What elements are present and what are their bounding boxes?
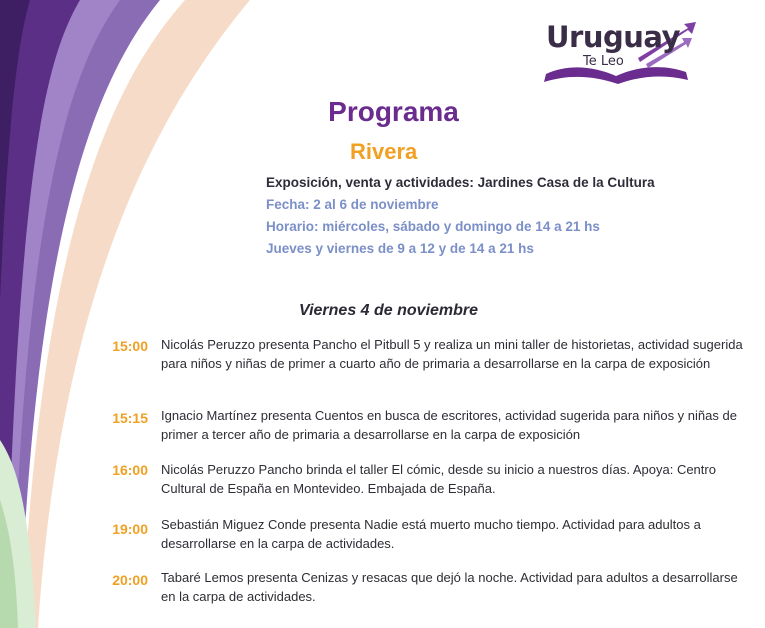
date-info: Fecha: 2 al 6 de noviembre — [266, 197, 439, 212]
day-heading: Viernes 4 de noviembre — [299, 302, 479, 319]
program-title: Programa — [328, 96, 459, 127]
logo-subtitle: Te Leo — [583, 54, 624, 69]
event-time: 20:00 — [112, 572, 148, 588]
city-name: Rivera — [350, 139, 418, 164]
logo-wordmark: Uruguay — [546, 20, 680, 54]
event-description: Nicolás Peruzzo Pancho brinda el taller El cómic, desde su inicio a nuestros días. Apoya: Centro Cultural de España en Montevideo. Embajada de España. — [161, 462, 716, 496]
event-description: Nicolás Peruzzo presenta Pancho el Pitbull 5 y realiza un mini taller de historietas, actividad sugerida para niños y niñas de primer a cuarto año de primaria a desarrollarse en la carpa de exposición — [161, 337, 743, 371]
event-time: 19:00 — [112, 521, 148, 537]
event-description: Sebastián Miguez Conde presenta Nadie está muerto mucho tiempo. Actividad para adultos a desarrollarse en la carpa de actividades. — [161, 517, 701, 551]
uruguay-te-leo-logo — [538, 18, 698, 90]
hours-info-2: Jueves y viernes de 9 a 12 y de 14 a 21 hs — [266, 241, 534, 256]
venue-info: Exposición, venta y actividades: Jardines Casa de la Cultura — [266, 175, 655, 190]
event-time: 15:15 — [112, 410, 148, 426]
hours-info-1: Horario: miércoles, sábado y domingo de 14 a 21 hs — [266, 219, 600, 234]
event-time: 16:00 — [112, 462, 148, 478]
event-time: 15:00 — [112, 338, 148, 354]
event-description: Tabaré Lemos presenta Cenizas y resacas que dejó la noche. Actividad para adultos a desarrollarse en la carpa de actividades. — [161, 570, 738, 604]
event-description: Ignacio Martínez presenta Cuentos en busca de escritores, actividad sugerida para niños y niñas de primer a tercer año de primaria a desarrollarse en la carpa de exposición — [161, 408, 737, 442]
